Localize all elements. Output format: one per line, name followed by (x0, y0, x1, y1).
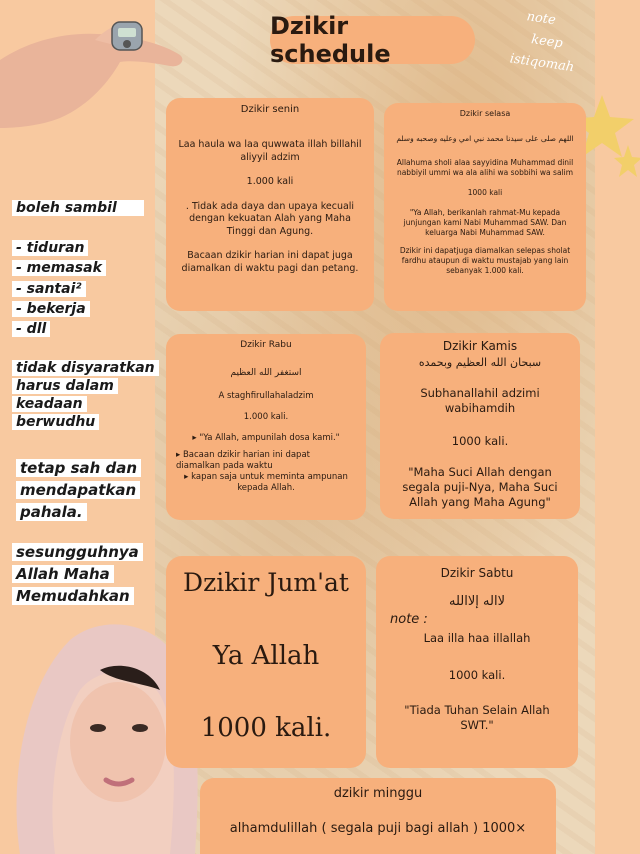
kamis-heading: Dzikir Kamis (442, 339, 518, 353)
tag-bekerja: - bekerja (12, 301, 90, 317)
senin-heading: Dzikir senin (240, 104, 300, 115)
tag-tiduran: - tiduran (12, 240, 88, 256)
card-rabu (166, 334, 366, 520)
star-icon (580, 95, 640, 185)
jumat-count: 1000 kali. (200, 713, 332, 743)
keep-word: keep (530, 32, 564, 52)
note-keep-istiqomah (484, 1, 592, 80)
sabtu-heading: Dzikir Sabtu (440, 566, 514, 580)
card-sabtu (376, 556, 578, 768)
sabtu-count: 1000 kali. (448, 668, 506, 682)
tag-dll: - dll (12, 321, 50, 337)
selasa-dzikir: Allahuma sholi alaa sayyidina Muhammad dinil nabbiyil ummi wa ala alihi wa sobbihi wa salim (396, 158, 574, 177)
sabtu-note-label: note : (390, 612, 428, 627)
senin-dzikir: Laa haula wa laa quwwata illah billahil aliyyil adzim (178, 139, 362, 163)
selasa-arabic: اللهم صلى على سيدنا محمد نبي امي وعليه وصحبه وسلم (396, 134, 574, 143)
tag-memasak: - memasak (12, 260, 106, 276)
note-word: note (525, 9, 557, 29)
tag-ease-2: Allah Maha (12, 565, 114, 583)
kamis-arabic: سبحان الله العظيم وبحمده (418, 356, 542, 369)
rabu-dzikir: A staghfirullahaladzim (218, 391, 314, 401)
card-minggu (200, 778, 556, 854)
rabu-count: 1.000 kali. (243, 412, 289, 422)
tag-valid-2: mendapatkan (16, 481, 140, 499)
hand-counter-illustration (0, 0, 190, 130)
rabu-note-1: ▸ Bacaan dzikir harian ini dapat diamalkan pada waktu (176, 450, 310, 471)
rabu-heading: Dzikir Rabu (240, 340, 292, 350)
selasa-meaning: "Ya Allah, berikanlah rahmat-Mu kepada junjungan kami Nabi Muhammad SAW. Dan keluarga Nabi Muhammad SAW. (403, 208, 567, 237)
tag-santai: - santai² (12, 281, 86, 297)
tag-ease-1: sesungguhnya (12, 543, 143, 561)
card-kamis (380, 333, 580, 519)
jumat-dzikir: Ya Allah (212, 641, 320, 671)
selasa-heading: Dzikir selasa (459, 109, 511, 118)
tag-condition-1: tidak disyaratkan (12, 360, 159, 376)
senin-count: 1.000 kali (246, 176, 294, 187)
tag-condition-3: keadaan (12, 396, 87, 412)
card-senin (166, 98, 374, 311)
kamis-dzikir: Subhanallahil adzimi wabihamdih (420, 386, 540, 415)
rabu-note-2: ▸ kapan saja untuk meminta ampunan kepada Allah. (184, 472, 348, 493)
rabu-arabic: استغفر الله العظيم (230, 368, 302, 378)
senin-note: Bacaan dzikir harian ini dapat juga diamalkan di waktu pagi dan petang. (181, 250, 359, 274)
card-jumat (166, 556, 366, 768)
kamis-count: 1000 kali. (451, 434, 509, 448)
tag-boleh-sambil: boleh sambil (12, 200, 144, 216)
jumat-heading: Dzikir Jum'at (183, 568, 349, 597)
minggu-dzikir: alhamdulillah ( segala puji bagi allah ) 1000× (229, 821, 527, 836)
page-title: Dzikir schedule (270, 16, 475, 64)
senin-meaning: . Tidak ada daya dan upaya kecuali dengan kekuatan Alah yang Maha Tinggi dan Agung. (185, 200, 355, 237)
tag-condition-4: berwudhu (12, 414, 99, 430)
tag-valid-1: tetap sah dan (16, 459, 141, 477)
selasa-count: 1000 kali (467, 188, 503, 197)
minggu-heading: dzikir minggu (333, 786, 423, 801)
istiqomah-word: istiqomah (508, 51, 576, 76)
sabtu-meaning: "Tiada Tuhan Selain Allah SWT." (404, 703, 550, 732)
selasa-note: Dzikir ini dapatjuga diamalkan selepas sholat fardhu ataupun di waktu mustajab yang lain sebanyak 1.000 kali. (399, 246, 571, 275)
card-selasa (384, 103, 586, 311)
tag-condition-2: harus dalam (12, 378, 118, 394)
tag-valid-3: pahala. (16, 503, 87, 521)
kamis-meaning: "Maha Suci Allah dengan segala puji-Nya, Maha Suci Allah yang Maha Agung" (402, 465, 558, 509)
rabu-meaning: ▸ "Ya Allah, ampunilah dosa kami." (192, 433, 340, 443)
tag-ease-3: Memudahkan (12, 587, 134, 605)
sabtu-arabic: لااله إلاالله (449, 594, 505, 609)
sabtu-dzikir: Laa illa haa illallah (423, 631, 531, 645)
